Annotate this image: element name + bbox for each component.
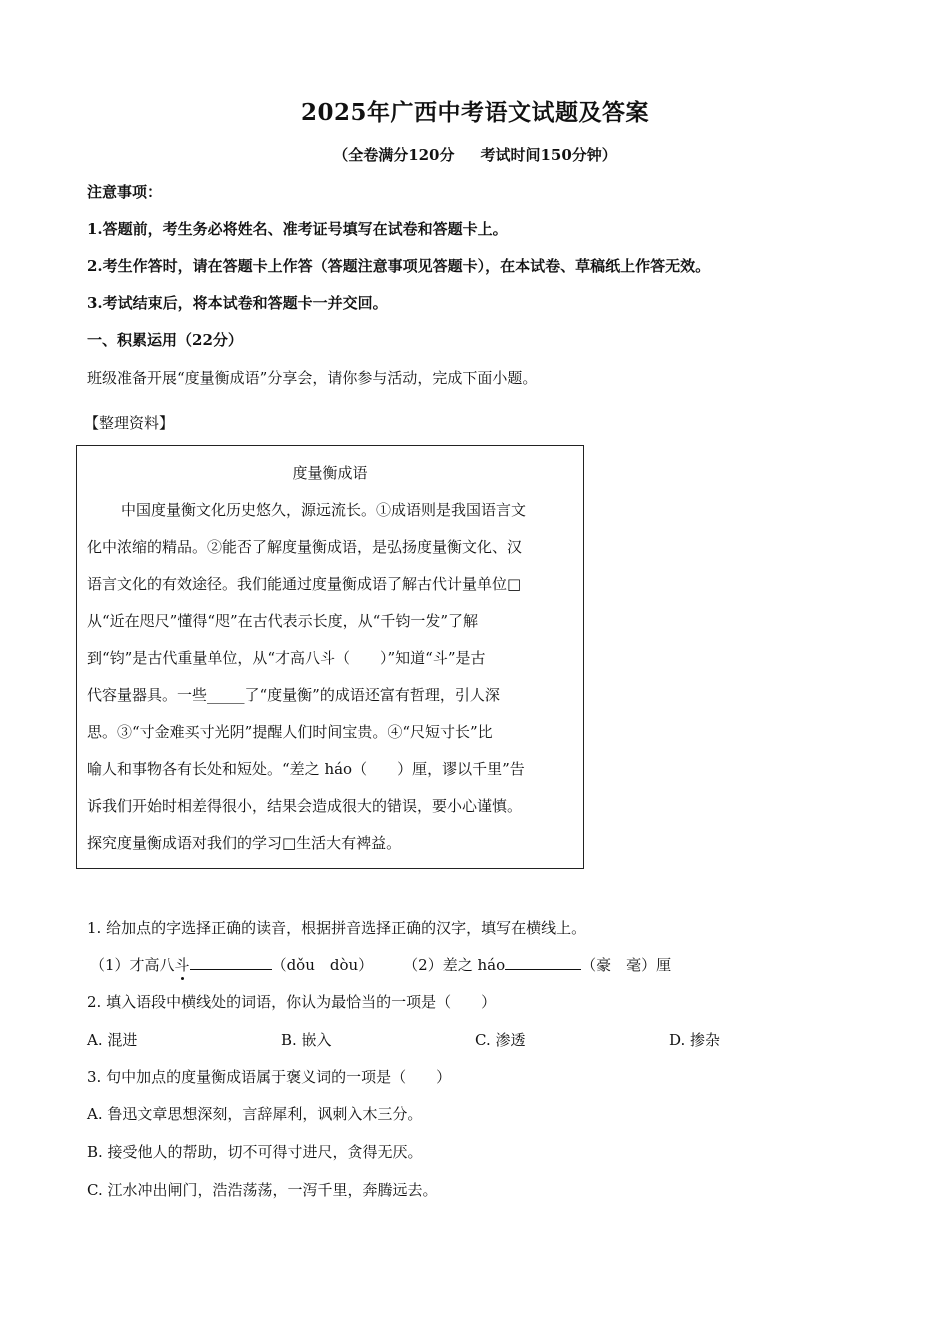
note-item: 3.考试结束后，将本试卷和答题卡一并交回。 xyxy=(87,294,388,312)
passage-box xyxy=(76,445,584,869)
question-1-parts xyxy=(90,955,671,975)
q1-part2-prefix: （2）差之 háo xyxy=(403,956,506,974)
passage-title: 度量衡成语 xyxy=(292,464,368,482)
notes-heading: 注意事项： xyxy=(87,183,163,201)
q1-part2-options: （豪 毫）厘 xyxy=(581,956,672,974)
q2-option-a: A. 混进 xyxy=(87,1031,138,1049)
q1-part1-prefix: （1）才高八 xyxy=(90,956,175,974)
page-subtitle xyxy=(0,144,950,165)
section-heading: 一、积累运用（22分） xyxy=(87,331,243,349)
passage-line: 喻人和事物各有长处和短处。“差之 háo（ ）厘，谬以千里”告 xyxy=(87,760,525,778)
passage-line: 中国度量衡文化历史悠久，源远流长。①成语则是我国语言文 xyxy=(121,501,527,519)
q1-part1-options: （dǒu dòu） xyxy=(271,956,374,974)
passage-line: 代容量器具。一些_____了“度量衡”的成语还富有哲理，引人深 xyxy=(87,686,500,704)
q3-option-b: B. 接受他人的帮助，切不可得寸进尺，贪得无厌。 xyxy=(87,1143,423,1161)
subtitle-score: （全卷满分120分 xyxy=(333,146,455,164)
q2-option-d: D. 掺杂 xyxy=(669,1031,721,1049)
q1-answer-blank-2[interactable] xyxy=(505,955,581,970)
passage-line: 语言文化的有效途径。我们能通过度量衡成语了解古代计量单位□ xyxy=(87,575,522,593)
passage-line: 思。③“寸金难买寸光阴”提醒人们时间宝贵。④“尺短寸长”比 xyxy=(87,723,493,741)
passage-line: 诉我们开始时相差得很小，结果会造成很大的错误，要小心谨慎。 xyxy=(87,797,523,815)
section-intro: 班级准备开展“度量衡成语”分享会，请你参与活动，完成下面小题。 xyxy=(87,369,538,387)
q2-option-c: C. 渗透 xyxy=(475,1031,526,1049)
page-title: 2025年广西中考语文试题及答案 xyxy=(300,99,649,126)
question-3-stem: 3. 句中加点的度量衡成语属于褒义词的一项是（ ） xyxy=(87,1068,452,1086)
q1-answer-blank-1[interactable] xyxy=(190,955,272,970)
q3-option-a: A. 鲁迅文章思想深刻，言辞犀利，讽刺入木三分。 xyxy=(87,1105,423,1123)
note-item: 2.考生作答时，请在答题卡上作答（答题注意事项见答题卡），在本试卷、草稿纸上作答无效。 xyxy=(87,257,711,275)
note-item: 1.答题前，考生务必将姓名、准考证号填写在试卷和答题卡上。 xyxy=(87,220,508,238)
q2-option-b: B. 嵌入 xyxy=(281,1031,332,1049)
q3-option-c: C. 江水冲出闸门，浩浩荡荡，一泻千里，奔腾远去。 xyxy=(87,1181,438,1199)
q1-dotted-char: 斗 xyxy=(174,956,190,974)
passage-line: 到“钧”是古代重量单位，从“才高八斗（ ）”知道“斗”是古 xyxy=(87,649,486,667)
passage-line: 从“近在咫尺”懂得“咫”在古代表示长度，从“千钧一发”了解 xyxy=(87,612,479,630)
passage-line: 化中浓缩的精品。②能否了解度量衡成语，是弘扬度量衡文化、汉 xyxy=(87,538,523,556)
subtitle-time: 考试时间150分钟） xyxy=(480,146,617,164)
passage-line: 探究度量衡成语对我们的学习□生活大有裨益。 xyxy=(87,834,402,852)
material-label: 【整理资料】 xyxy=(84,414,175,432)
question-2-stem: 2. 填入语段中横线处的词语，你认为最恰当的一项是（ ） xyxy=(87,993,497,1011)
question-1-stem: 1. 给加点的字选择正确的读音，根据拼音选择正确的汉字，填写在横线上。 xyxy=(87,919,587,937)
